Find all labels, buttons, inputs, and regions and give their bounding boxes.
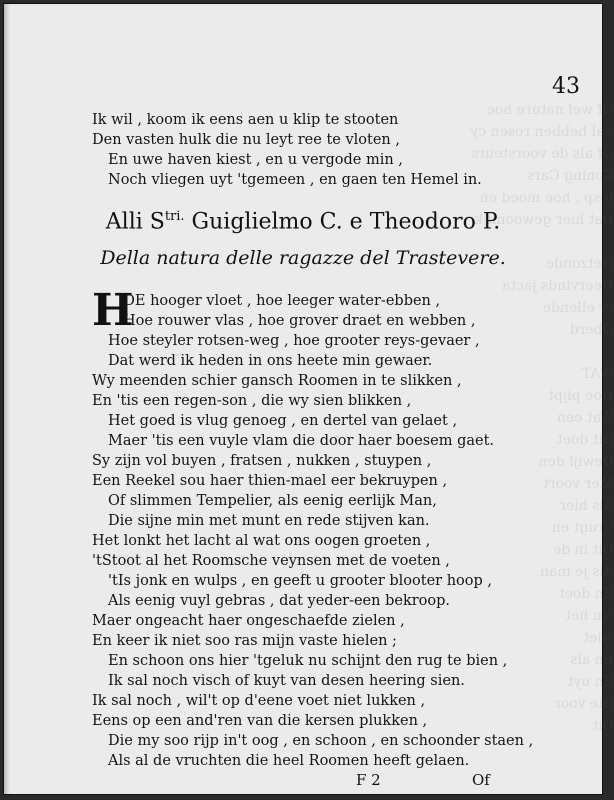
poem-line: 'tStoot al het Roomsche veynsen met de voeten ,: [92, 553, 450, 569]
poem-line: Hoe rouwer vlas , hoe grover draet en webben ,: [123, 313, 476, 329]
poem-title: [4, 209, 602, 234]
poem-line: En schoon ons hier 'tgeluk nu schijnt den rug te bien ,: [108, 653, 508, 669]
poem-line: Eens op een and'ren van die kersen plukken ,: [92, 713, 428, 729]
poem-line: 'tIs jonk en wulps , en geeft u grooter blooter hoop ,: [108, 573, 492, 589]
poem-line: Sy zijn vol buyen , fratsen , nukken , stuypen ,: [92, 453, 432, 469]
poem-line: Als eenig vuyl gebras , dat yeder-een bekroop.: [108, 593, 451, 609]
title-part: Guiglielmo C. e Theodoro P.: [184, 209, 501, 235]
poem-line: Die sijne min met munt en rede stijven kan.: [108, 513, 430, 529]
poem-line: Ik sal noch , wil't op d'eene voet niet lukken ,: [92, 693, 426, 709]
poem-line: Dat werd ik heden in ons heete min gewaer.: [108, 353, 433, 369]
page-number: 43: [552, 74, 580, 99]
title-part: Alli S: [105, 209, 165, 235]
catchword: Of: [472, 771, 490, 789]
intro-line: Noch vliegen uyt 'tgemeen , en gaen ten Hemel in.: [108, 172, 482, 188]
gutter-shadow: [4, 4, 10, 794]
poem-line: Het lonkt het lacht al wat ons oogen groeten ,: [92, 533, 431, 549]
poem-line: OE hooger vloet , hoe leeger water-ebben ,: [123, 293, 441, 309]
poem-line: Het goed is vlug genoeg , en dertel van gelaet ,: [108, 413, 458, 429]
poem-line: Die my soo rijp in't oog , en schoon , en schoonder staen ,: [108, 733, 534, 749]
poem-line: En 'tis een regen-son , die wy sien blikken ,: [92, 393, 412, 409]
intro-line: Den vasten hulk die nu leyt ree te vloten ,: [92, 132, 400, 148]
intro-line: Ik wil , koom ik eens aen u klip te stooten: [92, 112, 399, 128]
poem-line: Maer ongeacht haer ongeschaefde zielen ,: [92, 613, 405, 629]
drop-cap: H: [92, 285, 134, 336]
signature-mark: F 2: [356, 771, 381, 789]
show-through-text: Of wel nature hoe Sal hebben rosen cy Of als de voorsteurs Koning Cars Jesp , hoe moed en Dat hier gewoonlijk Hetzonde Heervinds jacta er ellende Oberd WAT Hoe pijpt Wat een Dit doet Dewijl den Mer voort Als hier Vrugt en Dit in de Als je man En doet Nu het Niet En als En uyt Die voor Dit: [470, 102, 614, 734]
book-page: [3, 3, 614, 795]
poem-line: Hoe steyler rotsen-weg , hoe grooter reys-gevaer ,: [108, 333, 480, 349]
poem-subtitle: Della natura delle ragazze del Trastevere.: [100, 247, 506, 269]
title-superscript: tri.: [164, 209, 185, 224]
poem-line: Of slimmen Tempelier, als eenig eerlijk Man,: [108, 493, 437, 509]
poem-line: Wy meenden schier gansch Roomen in te slikken ,: [92, 373, 462, 389]
poem-line: Een Reekel sou haer thien-mael eer bekruypen ,: [92, 473, 448, 489]
poem-line: Ik sal noch visch of kuyt van desen heering sien.: [108, 673, 465, 689]
intro-line: En uwe haven kiest , en u vergode min ,: [108, 152, 403, 168]
poem-line: Maer 'tis een vuyle vlam die door haer boesem gaet.: [108, 433, 495, 449]
poem-line: En keer ik niet soo ras mijn vaste hielen ;: [92, 633, 397, 649]
poem-line: Als al de vruchten die heel Roomen heeft gelaen.: [108, 753, 470, 769]
